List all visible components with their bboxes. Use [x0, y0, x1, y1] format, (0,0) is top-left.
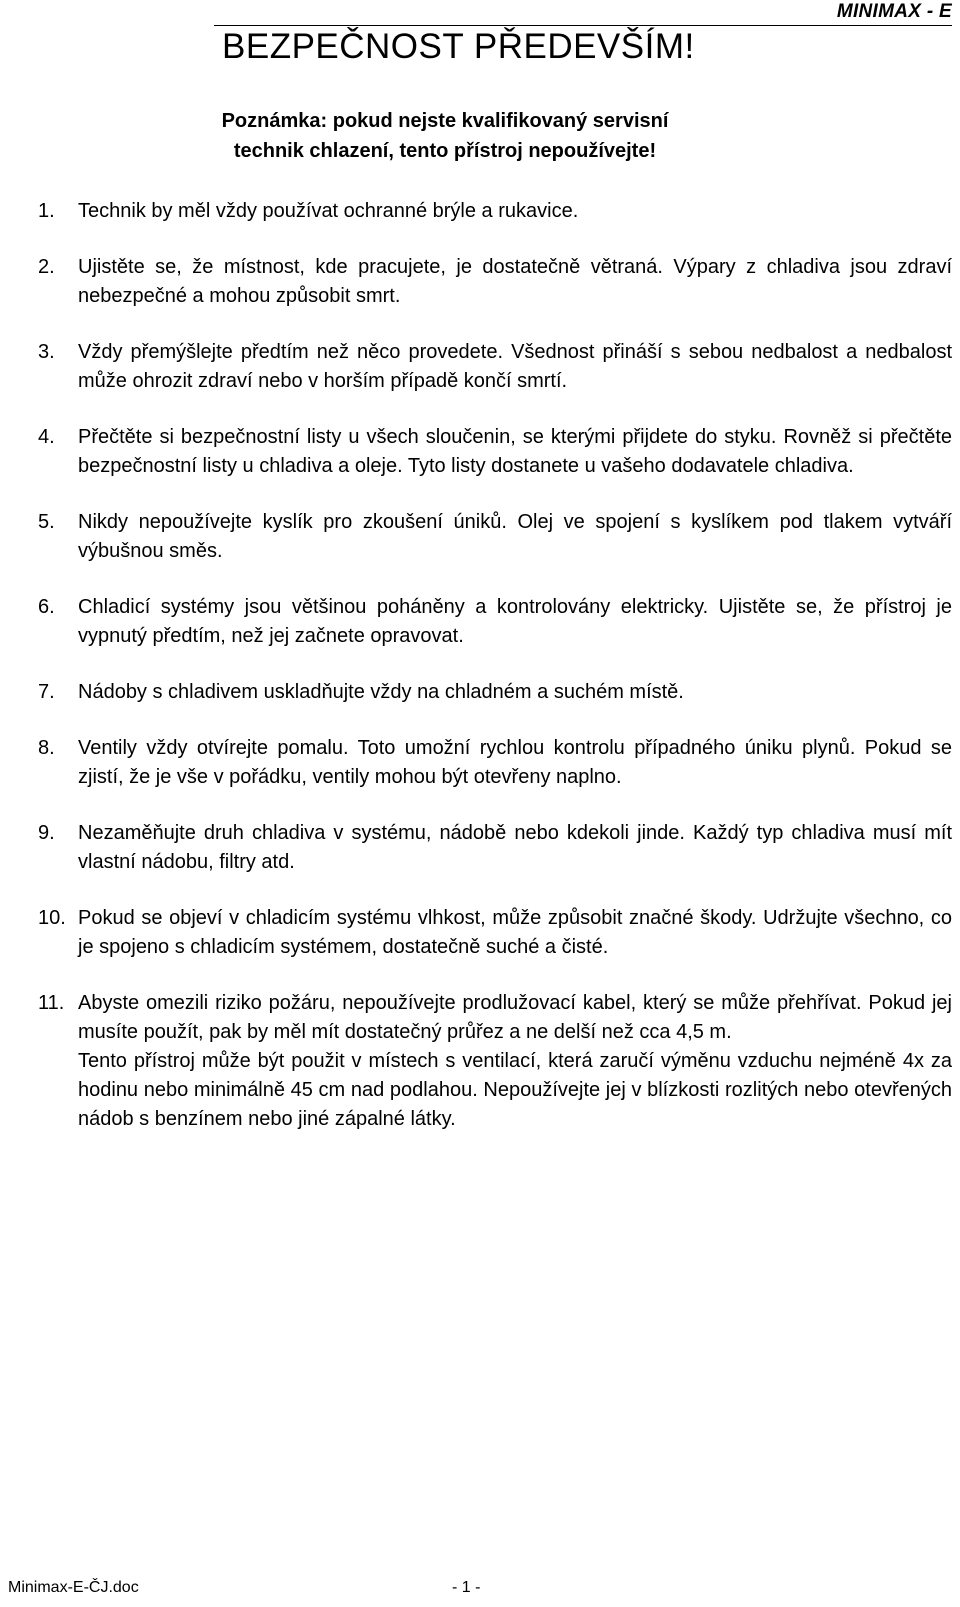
footer-filename: Minimax-E-ČJ.doc: [8, 1579, 139, 1596]
list-item: [38, 678, 952, 707]
item-number: 11.: [38, 992, 65, 1014]
list-item: [38, 253, 952, 311]
item-number: 6.: [38, 596, 55, 618]
item-text: Ventily vždy otvírejte pomalu. Toto umožní rychlou kontrolu případného úniku plynů. Pokud se zjistí, že je vše v pořádku, ventily mohou být otevřeny naplno.: [78, 737, 952, 788]
item-number: 3.: [38, 341, 55, 363]
list-item: [38, 819, 952, 877]
warning-note: [150, 106, 740, 166]
item-text: Nikdy nepoužívejte kyslík pro zkoušení úniků. Olej ve spojení s kyslíkem pod tlakem vytváří výbušnou směs.: [78, 511, 952, 562]
item-text: Technik by měl vždy používat ochranné brýle a rukavice.: [78, 200, 579, 222]
header-brand: MINIMAX - E: [836, 1, 952, 22]
item-number: 8.: [38, 737, 55, 759]
list-item: [38, 338, 952, 396]
item-text: Ujistěte se, že místnost, kde pracujete, je dostatečně větraná. Výpary z chladiva jsou zdraví nebezpečné a mohou způsobit smrt.: [78, 256, 952, 307]
item-number: 10.: [38, 907, 66, 929]
item-text: Abyste omezili riziko požáru, nepoužívejte prodlužovací kabel, který se může přehřívat. Pokud jej musíte použít, pak by měl mít dostatečný průřez a ne delší než cca 4,5 m.: [78, 992, 952, 1043]
item-number: 4.: [38, 426, 55, 448]
safety-list: [38, 197, 952, 1161]
list-item: [38, 197, 952, 226]
page-title: BEZPEČNOST PŘEDEVŠÍM!: [222, 27, 695, 66]
item-text: Vždy přemýšlejte předtím než něco provedete. Všednost přináší s sebou nedbalost a nedbalost může ohrozit zdraví nebo v horším případě končí smrtí.: [78, 341, 952, 392]
item-number: 7.: [38, 681, 55, 703]
list-item: [38, 508, 952, 566]
item-number: 5.: [38, 511, 55, 533]
list-item: [38, 423, 952, 481]
item-number: 2.: [38, 256, 55, 278]
footer-page-number: - 1 -: [452, 1579, 481, 1596]
item-text: Nezaměňujte druh chladiva v systému, nádobě nebo kdekoli jinde. Každý typ chladiva musí mít vlastní nádobu, filtry atd.: [78, 822, 952, 873]
list-item: [38, 989, 952, 1134]
item-text: Nádoby s chladivem uskladňujte vždy na chladném a suchém místě.: [78, 681, 684, 703]
warning-note-line-2: technik chlazení, tento přístroj nepoužívejte!: [233, 140, 657, 162]
item-text-continued: Tento přístroj může být použit v místech s ventilací, která zaručí výměnu vzduchu nejméně 4x za hodinu nebo minimálně 45 cm nad podlahou. Nepoužívejte jej v blízkosti rozlitých nebo otevřených nádob s benzínem nebo jiné zápalné látky.: [78, 1050, 952, 1130]
item-number: 9.: [38, 822, 55, 844]
list-item: [38, 904, 952, 962]
item-text: Pokud se objeví v chladicím systému vlhkost, může způsobit značné škody. Udržujte všechno, co je spojeno s chladicím systémem, dostatečně suché a čisté.: [78, 907, 952, 958]
list-item: [38, 734, 952, 792]
item-text: Chladicí systémy jsou většinou poháněny a kontrolovány elektricky. Ujistěte se, že přístroj je vypnutý předtím, než jej začnete opravovat.: [78, 596, 952, 647]
list-item: [38, 593, 952, 651]
header-rule: [214, 25, 952, 26]
item-number: 1.: [38, 200, 55, 222]
item-text: Přečtěte si bezpečnostní listy u všech sloučenin, se kterými přijdete do styku. Rovněž si přečtěte bezpečnostní listy u chladiva a oleje. Tyto listy dostanete u vašeho dodavatele chladiva.: [78, 426, 952, 477]
warning-note-line-1: Poznámka: pokud nejste kvalifikovaný servisní: [221, 110, 669, 132]
